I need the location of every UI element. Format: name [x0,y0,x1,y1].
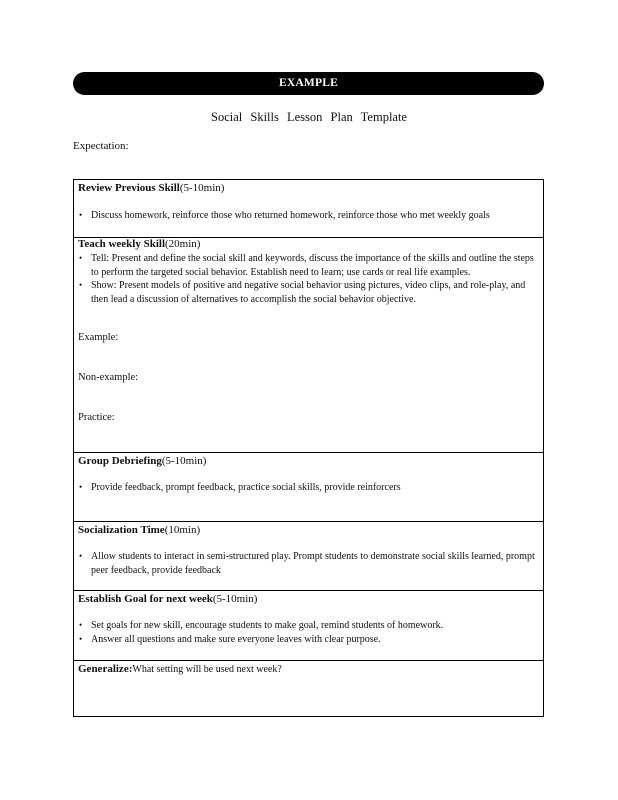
practice-label: Practice: [78,412,115,423]
section-title: Establish Goal for next week [78,593,213,605]
section-generalize [74,660,543,717]
section-title: Group Debriefing [78,455,162,467]
section-heading [78,455,206,467]
list-item: • Provide feedback, prompt feedback, practice social skills, provide reinforcers [78,481,538,495]
section-title: Teach weekly Skill [78,238,165,250]
bullet-list [78,481,538,495]
section-title: Socialization Time [78,524,165,536]
non-example-label: Non-example: [78,372,139,383]
section-duration: (5-10min) [179,182,225,194]
bullet-list [78,550,538,577]
list-item: • Tell: Present and define the social skill and keywords, discuss the importance of the skills and outline the steps to perform the targeted social behavior. Establish need to learn; use cards or real life examples. [78,252,538,279]
section-duration: (5-10min) [212,593,258,605]
section-socialization-time [74,521,543,591]
section-establish-goal [74,590,543,661]
lesson-plan-table [73,179,544,717]
expectation-label: Expectation: [73,140,129,152]
section-heading [78,593,257,605]
section-heading [78,524,200,536]
list-item: • Answer all questions and make sure everyone leaves with clear purpose. [78,633,538,647]
list-item: • Discuss homework, reinforce those who returned homework, reinforce those who met weekly goals [78,209,538,223]
section-heading [78,238,200,250]
section-duration: (10min) [164,524,201,536]
example-banner: EXAMPLE [73,72,544,95]
section-duration: (5-10min) [161,455,207,467]
section-teach-weekly-skill [74,237,543,453]
list-item: • Show: Present models of positive and negative social behavior using pictures, video clips, and role-play, and then lead a discussion of alternatives to accomplish the social behavior objective. [78,279,538,306]
section-heading [78,182,224,194]
section-duration: (20min) [165,238,201,250]
document-title: Social Skills Lesson Plan Template [211,110,407,124]
section-title: Generalize: [78,663,133,675]
list-item: • Set goals for new skill, encourage students to make goal, remind students of homework. [78,619,538,633]
list-item: • Allow students to interact in semi-structured play. Prompt students to demonstrate social skills learned, prompt peer feedback, provide feedback [78,550,538,577]
section-group-debriefing [74,452,543,522]
section-question: What setting will be used next week? [132,664,282,675]
bullet-list [78,209,538,223]
example-label: Example: [78,332,119,343]
section-heading [78,663,282,675]
section-review-previous-skill [74,180,543,237]
bullet-list [78,252,538,306]
section-title: Review Previous Skill [78,182,180,194]
bullet-list [78,619,538,646]
